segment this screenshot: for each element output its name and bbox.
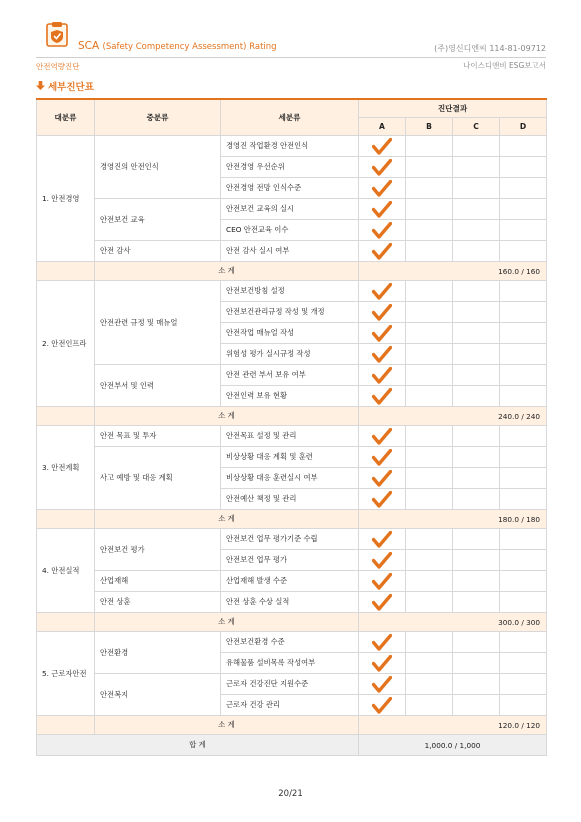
minor-category: 안전작업 매뉴얼 작성 bbox=[221, 323, 359, 344]
grade-a-cell bbox=[359, 529, 406, 550]
minor-category: 비상상황 대응 훈련실시 여부 bbox=[221, 468, 359, 489]
grade-a-cell bbox=[359, 323, 406, 344]
grade-c-cell bbox=[453, 386, 500, 407]
grade-d-cell bbox=[500, 468, 547, 489]
middle-category: 안전복지 bbox=[95, 674, 221, 716]
checkmark-icon bbox=[364, 634, 400, 651]
minor-category: 위험성 평가 실시규정 작성 bbox=[221, 344, 359, 365]
middle-category: 안전보건 교육 bbox=[95, 199, 221, 241]
minor-category: 안전 상훈 수상 실적 bbox=[221, 592, 359, 613]
middle-category: 안전환경 bbox=[95, 632, 221, 674]
grade-d-cell bbox=[500, 178, 547, 199]
grade-b-cell bbox=[406, 365, 453, 386]
grade-b-cell bbox=[406, 550, 453, 571]
middle-category: 안전보건 평가 bbox=[95, 529, 221, 571]
minor-category: 비상상황 대응 계획 및 훈련 bbox=[221, 447, 359, 468]
grade-d-cell bbox=[500, 323, 547, 344]
table-row bbox=[37, 426, 547, 447]
checkmark-icon bbox=[364, 159, 400, 176]
checkmark-icon bbox=[364, 325, 400, 342]
minor-category: 안전 감사 실시 여부 bbox=[221, 241, 359, 262]
minor-category: 근로자 건강진단 지원수준 bbox=[221, 674, 359, 695]
minor-category: 근로자 건강 관리 bbox=[221, 695, 359, 716]
checkmark-icon bbox=[364, 222, 400, 239]
checkmark-icon bbox=[364, 346, 400, 363]
grade-c-cell bbox=[453, 674, 500, 695]
minor-category: 안전인력 보유 현황 bbox=[221, 386, 359, 407]
grade-d-cell bbox=[500, 281, 547, 302]
subtotal-row bbox=[37, 510, 547, 529]
grade-c-cell bbox=[453, 365, 500, 386]
grade-c-cell bbox=[453, 199, 500, 220]
grade-c-cell bbox=[453, 157, 500, 178]
subtotal-row bbox=[37, 613, 547, 632]
checkmark-icon bbox=[364, 573, 400, 590]
checkmark-icon bbox=[364, 243, 400, 260]
grade-b-cell bbox=[406, 426, 453, 447]
grade-d-cell bbox=[500, 344, 547, 365]
subtotal-score: 120.0 / 120 bbox=[359, 716, 547, 735]
grade-d-cell bbox=[500, 571, 547, 592]
grade-b-cell bbox=[406, 653, 453, 674]
subtotal-score: 160.0 / 160 bbox=[359, 262, 547, 281]
grade-b-cell bbox=[406, 178, 453, 199]
grade-b-cell bbox=[406, 632, 453, 653]
grade-c-cell bbox=[453, 302, 500, 323]
subtotal-label: 소 계 bbox=[95, 510, 359, 529]
major-category: 1. 안전경영 bbox=[37, 136, 95, 262]
grade-b-cell bbox=[406, 571, 453, 592]
grade-d-cell bbox=[500, 241, 547, 262]
grade-c-cell bbox=[453, 632, 500, 653]
col-grade-a: A bbox=[359, 118, 406, 136]
checkmark-icon bbox=[364, 449, 400, 466]
grade-a-cell bbox=[359, 674, 406, 695]
table-row bbox=[37, 281, 547, 302]
grade-b-cell bbox=[406, 136, 453, 157]
brand-title bbox=[78, 40, 277, 52]
col-grade-c: C bbox=[453, 118, 500, 136]
minor-category: 안전경영 우선순위 bbox=[221, 157, 359, 178]
subtotal-score: 300.0 / 300 bbox=[359, 613, 547, 632]
col-minor: 세분류 bbox=[221, 99, 359, 136]
minor-category: 안전목표 설정 및 관리 bbox=[221, 426, 359, 447]
subtotal-row bbox=[37, 407, 547, 426]
table-row bbox=[37, 592, 547, 613]
checkmark-icon bbox=[364, 676, 400, 693]
minor-category: 경영진 작업환경 안전인식 bbox=[221, 136, 359, 157]
brand-subtitle: (Safety Competency Assessment) Rating bbox=[102, 42, 277, 52]
subtotal-spacer bbox=[37, 613, 95, 632]
checkmark-icon bbox=[364, 552, 400, 569]
grade-a-cell bbox=[359, 157, 406, 178]
grade-c-cell bbox=[453, 571, 500, 592]
major-category: 4. 안전실적 bbox=[37, 529, 95, 613]
grade-d-cell bbox=[500, 550, 547, 571]
checkmark-icon bbox=[364, 594, 400, 611]
checkmark-icon bbox=[364, 655, 400, 672]
grade-b-cell bbox=[406, 199, 453, 220]
grade-b-cell bbox=[406, 695, 453, 716]
grade-d-cell bbox=[500, 426, 547, 447]
grade-b-cell bbox=[406, 281, 453, 302]
grade-a-cell bbox=[359, 199, 406, 220]
col-grade-d: D bbox=[500, 118, 547, 136]
down-arrow-icon bbox=[36, 81, 45, 93]
subtotal-spacer bbox=[37, 407, 95, 426]
total-score: 1,000.0 / 1,000 bbox=[359, 735, 547, 756]
grade-c-cell bbox=[453, 426, 500, 447]
grade-b-cell bbox=[406, 529, 453, 550]
middle-category: 안전부서 및 인력 bbox=[95, 365, 221, 407]
grade-d-cell bbox=[500, 136, 547, 157]
middle-category: 경영진의 안전인식 bbox=[95, 136, 221, 199]
grade-a-cell bbox=[359, 386, 406, 407]
grade-a-cell bbox=[359, 468, 406, 489]
table-row bbox=[37, 529, 547, 550]
col-major: 대분류 bbox=[37, 99, 95, 136]
grade-b-cell bbox=[406, 489, 453, 510]
checkmark-icon bbox=[364, 138, 400, 155]
minor-category: 안전보건 업무 평가기준 수립 bbox=[221, 529, 359, 550]
grade-c-cell bbox=[453, 489, 500, 510]
subtotal-label: 소 계 bbox=[95, 613, 359, 632]
section-title: 세부진단표 bbox=[48, 82, 94, 93]
minor-category: 산업재해 발생 수준 bbox=[221, 571, 359, 592]
grade-c-cell bbox=[453, 447, 500, 468]
grade-d-cell bbox=[500, 529, 547, 550]
major-category: 3. 안전계획 bbox=[37, 426, 95, 510]
minor-category: 안전보건 교육의 실시 bbox=[221, 199, 359, 220]
table-row bbox=[37, 571, 547, 592]
minor-category: 안전보건관리규정 작성 및 개정 bbox=[221, 302, 359, 323]
col-result: 진단결과 bbox=[359, 99, 547, 118]
middle-category: 산업재해 bbox=[95, 571, 221, 592]
grade-d-cell bbox=[500, 592, 547, 613]
grade-a-cell bbox=[359, 136, 406, 157]
grade-d-cell bbox=[500, 695, 547, 716]
grade-a-cell bbox=[359, 695, 406, 716]
grade-c-cell bbox=[453, 592, 500, 613]
grade-c-cell bbox=[453, 550, 500, 571]
report-name: 나이스디앤비 ESG보고서 bbox=[463, 61, 546, 70]
subtotal-spacer bbox=[37, 716, 95, 735]
grade-a-cell bbox=[359, 344, 406, 365]
grade-c-cell bbox=[453, 695, 500, 716]
subtotal-score: 240.0 / 240 bbox=[359, 407, 547, 426]
middle-category: 안전 목표 및 투자 bbox=[95, 426, 221, 447]
grade-c-cell bbox=[453, 281, 500, 302]
subtotal-row bbox=[37, 262, 547, 281]
checkmark-icon bbox=[364, 388, 400, 405]
checkmark-icon bbox=[364, 531, 400, 548]
grade-a-cell bbox=[359, 489, 406, 510]
table-row bbox=[37, 136, 547, 157]
grade-d-cell bbox=[500, 489, 547, 510]
minor-category: 안전보건방침 설정 bbox=[221, 281, 359, 302]
grade-b-cell bbox=[406, 157, 453, 178]
grade-c-cell bbox=[453, 468, 500, 489]
table-row bbox=[37, 365, 547, 386]
checkmark-icon bbox=[364, 367, 400, 384]
table-row bbox=[37, 447, 547, 468]
grade-a-cell bbox=[359, 571, 406, 592]
grade-c-cell bbox=[453, 241, 500, 262]
table-row bbox=[37, 632, 547, 653]
minor-category: CEO 안전교육 이수 bbox=[221, 220, 359, 241]
grade-d-cell bbox=[500, 220, 547, 241]
grade-c-cell bbox=[453, 344, 500, 365]
middle-category: 사고 예방 및 대응 계획 bbox=[95, 447, 221, 510]
subtotal-label: 소 계 bbox=[95, 716, 359, 735]
grade-b-cell bbox=[406, 344, 453, 365]
grade-b-cell bbox=[406, 674, 453, 695]
middle-category: 안전 상훈 bbox=[95, 592, 221, 613]
major-category: 5. 근로자안전 bbox=[37, 632, 95, 716]
grade-c-cell bbox=[453, 220, 500, 241]
header-divider bbox=[36, 57, 546, 58]
clipboard-shield-icon bbox=[44, 21, 70, 47]
minor-category: 안전경영 전망 인식수준 bbox=[221, 178, 359, 199]
grade-a-cell bbox=[359, 550, 406, 571]
grade-b-cell bbox=[406, 302, 453, 323]
table-row bbox=[37, 199, 547, 220]
minor-category: 안전예산 책정 및 관리 bbox=[221, 489, 359, 510]
report-header bbox=[36, 18, 546, 58]
col-middle: 중분류 bbox=[95, 99, 221, 136]
grade-b-cell bbox=[406, 468, 453, 489]
grade-d-cell bbox=[500, 674, 547, 695]
grade-c-cell bbox=[453, 136, 500, 157]
grade-b-cell bbox=[406, 241, 453, 262]
total-row bbox=[37, 735, 547, 756]
checkmark-icon bbox=[364, 470, 400, 487]
total-label: 합 계 bbox=[37, 735, 359, 756]
grade-b-cell bbox=[406, 323, 453, 344]
grade-a-cell bbox=[359, 592, 406, 613]
checkmark-icon bbox=[364, 491, 400, 508]
minor-category: 안전보건 업무 평가 bbox=[221, 550, 359, 571]
grade-a-cell bbox=[359, 653, 406, 674]
grade-d-cell bbox=[500, 365, 547, 386]
middle-category: 안전 감사 bbox=[95, 241, 221, 262]
subtotal-spacer bbox=[37, 262, 95, 281]
grade-d-cell bbox=[500, 157, 547, 178]
minor-category: 안전 관련 부서 보유 여부 bbox=[221, 365, 359, 386]
grade-a-cell bbox=[359, 365, 406, 386]
table-row bbox=[37, 241, 547, 262]
page-number: 20/21 bbox=[278, 789, 303, 799]
grade-b-cell bbox=[406, 447, 453, 468]
grade-d-cell bbox=[500, 447, 547, 468]
document-category: 안전역량진단 bbox=[36, 62, 80, 71]
major-category: 2. 안전인프라 bbox=[37, 281, 95, 407]
grade-a-cell bbox=[359, 220, 406, 241]
checkmark-icon bbox=[364, 201, 400, 218]
grade-a-cell bbox=[359, 178, 406, 199]
middle-category: 안전관련 규정 및 매뉴얼 bbox=[95, 281, 221, 365]
checkmark-icon bbox=[364, 304, 400, 321]
subtotal-label: 소 계 bbox=[95, 407, 359, 426]
grade-b-cell bbox=[406, 592, 453, 613]
grade-d-cell bbox=[500, 302, 547, 323]
grade-a-cell bbox=[359, 281, 406, 302]
col-grade-b: B bbox=[406, 118, 453, 136]
minor-category: 안전보건환경 수준 bbox=[221, 632, 359, 653]
grade-c-cell bbox=[453, 178, 500, 199]
checkmark-icon bbox=[364, 283, 400, 300]
grade-d-cell bbox=[500, 632, 547, 653]
checkmark-icon bbox=[364, 428, 400, 445]
grade-d-cell bbox=[500, 653, 547, 674]
brand-main: SCA bbox=[78, 40, 100, 52]
grade-b-cell bbox=[406, 220, 453, 241]
table-row bbox=[37, 674, 547, 695]
grade-b-cell bbox=[406, 386, 453, 407]
checkmark-icon bbox=[364, 180, 400, 197]
grade-a-cell bbox=[359, 302, 406, 323]
grade-c-cell bbox=[453, 323, 500, 344]
grade-d-cell bbox=[500, 386, 547, 407]
checkmark-icon bbox=[364, 697, 400, 714]
minor-category: 유해물품 설비목록 작성여부 bbox=[221, 653, 359, 674]
subtotal-row bbox=[37, 716, 547, 735]
subtotal-spacer bbox=[37, 510, 95, 529]
section-heading bbox=[36, 79, 94, 93]
grade-a-cell bbox=[359, 426, 406, 447]
grade-a-cell bbox=[359, 241, 406, 262]
subtotal-label: 소 계 bbox=[95, 262, 359, 281]
grade-c-cell bbox=[453, 653, 500, 674]
grade-a-cell bbox=[359, 632, 406, 653]
grade-a-cell bbox=[359, 447, 406, 468]
company-info: (주)영신디엔씨 114-81-09712 bbox=[434, 44, 546, 53]
grade-d-cell bbox=[500, 199, 547, 220]
diagnosis-table bbox=[36, 98, 547, 756]
subtotal-score: 180.0 / 180 bbox=[359, 510, 547, 529]
grade-c-cell bbox=[453, 529, 500, 550]
